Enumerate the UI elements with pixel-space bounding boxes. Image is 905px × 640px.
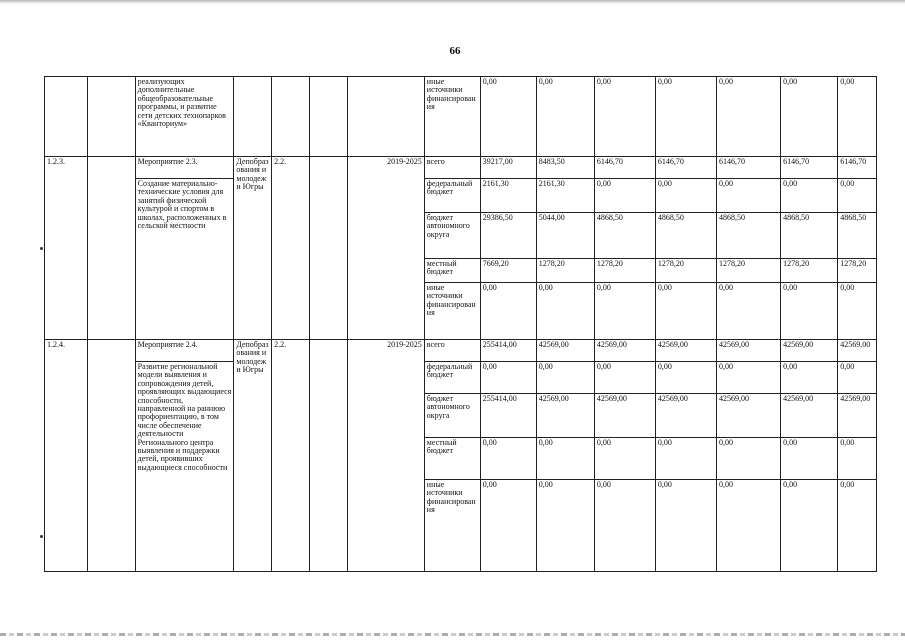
value-cell: 42569,00 (655, 340, 716, 362)
value-total: 7669,20 (480, 259, 536, 283)
program-table (44, 76, 877, 572)
table-row (45, 362, 877, 394)
value-total: 2161,30 (480, 179, 536, 213)
cell-empty (309, 157, 348, 340)
value-cell: 0,00 (838, 283, 877, 340)
source-cell: иные источники финансирования (424, 77, 480, 157)
margin-mark (40, 247, 43, 250)
value-cell: 42569,00 (655, 394, 716, 438)
value-total: 0,00 (480, 480, 536, 572)
value-cell: 0,00 (536, 438, 594, 480)
source-cell: всего (424, 340, 480, 362)
table-row (45, 157, 877, 179)
value-cell: 0,00 (594, 179, 655, 213)
value-cell: 6146,70 (781, 157, 838, 179)
value-cell: 42569,00 (781, 394, 838, 438)
value-cell: 1278,20 (594, 259, 655, 283)
source-cell: местный бюджет (424, 438, 480, 480)
value-total: 39217,00 (480, 157, 536, 179)
measure-title: Мероприятие 2.4. (135, 340, 234, 362)
source-cell: иные источники финансирования (424, 283, 480, 340)
source-cell: федеральный бюджет (424, 362, 480, 394)
value-cell: 6146,70 (655, 157, 716, 179)
value-cell: 0,00 (781, 77, 838, 157)
value-cell: 1278,20 (655, 259, 716, 283)
cell-empty (272, 77, 310, 157)
value-cell: 42569,00 (838, 340, 877, 362)
value-cell: 42569,00 (536, 394, 594, 438)
value-cell: 5044,00 (536, 213, 594, 259)
value-cell: 4868,50 (838, 213, 877, 259)
period-cell: 2019-2025 (348, 340, 424, 572)
value-cell: 0,00 (655, 283, 716, 340)
scan-bottom-edge (0, 633, 905, 636)
value-cell: 0,00 (594, 77, 655, 157)
row-number: 1.2.3. (45, 157, 88, 340)
value-cell: 0,00 (536, 362, 594, 394)
value-cell: 6146,70 (594, 157, 655, 179)
value-cell: 6146,70 (838, 157, 877, 179)
value-cell: 4868,50 (781, 213, 838, 259)
value-cell: 2161,30 (536, 179, 594, 213)
value-cell: 42569,00 (781, 340, 838, 362)
value-cell: 0,00 (838, 480, 877, 572)
value-cell: 0,00 (594, 438, 655, 480)
value-cell: 42569,00 (594, 394, 655, 438)
reference-cell: 2.2. (272, 340, 310, 572)
source-cell: федеральный бюджет (424, 179, 480, 213)
table-row (45, 77, 877, 157)
value-cell: 0,00 (781, 283, 838, 340)
value-total: 0,00 (480, 77, 536, 157)
value-total: 255414,00 (480, 340, 536, 362)
value-cell: 0,00 (717, 77, 781, 157)
value-cell: 4868,50 (717, 213, 781, 259)
value-cell: 0,00 (838, 438, 877, 480)
value-cell: 42569,00 (838, 394, 877, 438)
value-total: 29386,50 (480, 213, 536, 259)
value-total: 0,00 (480, 362, 536, 394)
value-cell: 4868,50 (594, 213, 655, 259)
cell-empty (234, 77, 272, 157)
value-cell: 1278,20 (717, 259, 781, 283)
value-cell: 0,00 (717, 480, 781, 572)
value-cell: 0,00 (838, 179, 877, 213)
measure-title: Мероприятие 2.3. (135, 157, 234, 179)
cell-empty (87, 340, 135, 572)
value-total: 255414,00 (480, 394, 536, 438)
source-cell: бюджет автономного округа (424, 213, 480, 259)
measure-description: Развитие региональной модели выявления и сопровождения детей, проявляющих выдающиеся способности, направленной на раннюю профориентацию, в том числе обеспечение деятельности Регионального центра выявления и поддержки детей, проявивших выдающиеся способности (135, 362, 234, 572)
value-cell: 42569,00 (717, 340, 781, 362)
value-cell: 0,00 (781, 480, 838, 572)
source-cell: бюджет автономного округа (424, 394, 480, 438)
responsible-executor: Депобразования и молодежи Югры (234, 340, 272, 572)
cell-empty (348, 77, 424, 157)
value-cell: 0,00 (717, 179, 781, 213)
value-cell: 0,00 (655, 362, 716, 394)
cell-empty (309, 340, 348, 572)
value-cell: 0,00 (655, 480, 716, 572)
value-cell: 0,00 (781, 179, 838, 213)
scan-top-edge (0, 0, 905, 4)
task-text: реализующих дополнительные общеобразовательные программы, и развитие сети детских технопарков «Кванториум» (135, 77, 234, 157)
value-cell: 42569,00 (594, 340, 655, 362)
value-cell: 1278,20 (536, 259, 594, 283)
value-cell: 1278,20 (838, 259, 877, 283)
value-cell: 6146,70 (717, 157, 781, 179)
value-cell: 0,00 (655, 179, 716, 213)
value-cell: 8483,50 (536, 157, 594, 179)
page-number: 66 (449, 45, 461, 57)
value-total: 0,00 (480, 438, 536, 480)
value-cell: 42569,00 (536, 340, 594, 362)
reference-cell: 2.2. (272, 157, 310, 340)
value-cell: 0,00 (594, 283, 655, 340)
table-row (45, 340, 877, 362)
value-total: 0,00 (480, 283, 536, 340)
value-cell: 0,00 (781, 438, 838, 480)
value-cell: 0,00 (536, 283, 594, 340)
value-cell: 4868,50 (655, 213, 716, 259)
value-cell: 0,00 (536, 480, 594, 572)
cell-empty (45, 77, 88, 157)
value-cell: 0,00 (838, 77, 877, 157)
period-cell: 2019-2025 (348, 157, 424, 340)
cell-empty (309, 77, 348, 157)
margin-mark (40, 535, 43, 538)
value-cell: 0,00 (781, 362, 838, 394)
value-cell: 1278,20 (781, 259, 838, 283)
source-cell: местный бюджет (424, 259, 480, 283)
cell-empty (87, 157, 135, 340)
value-cell: 0,00 (536, 77, 594, 157)
measure-description: Создание материально-технические условия для занятий физической культурой и спортом в школах, расположенных в сельской местности (135, 179, 234, 340)
cell-empty (87, 77, 135, 157)
value-cell: 0,00 (717, 438, 781, 480)
value-cell: 0,00 (717, 362, 781, 394)
value-cell: 0,00 (594, 362, 655, 394)
row-number: 1.2.4. (45, 340, 88, 572)
value-cell: 0,00 (655, 438, 716, 480)
value-cell: 0,00 (655, 77, 716, 157)
source-cell: иные источники финансирования (424, 480, 480, 572)
source-cell: всего (424, 157, 480, 179)
table-row (45, 179, 877, 213)
responsible-executor: Депобразования и молодежи Югры (234, 157, 272, 340)
value-cell: 0,00 (717, 283, 781, 340)
value-cell: 0,00 (594, 480, 655, 572)
value-cell: 0,00 (838, 362, 877, 394)
value-cell: 42569,00 (717, 394, 781, 438)
